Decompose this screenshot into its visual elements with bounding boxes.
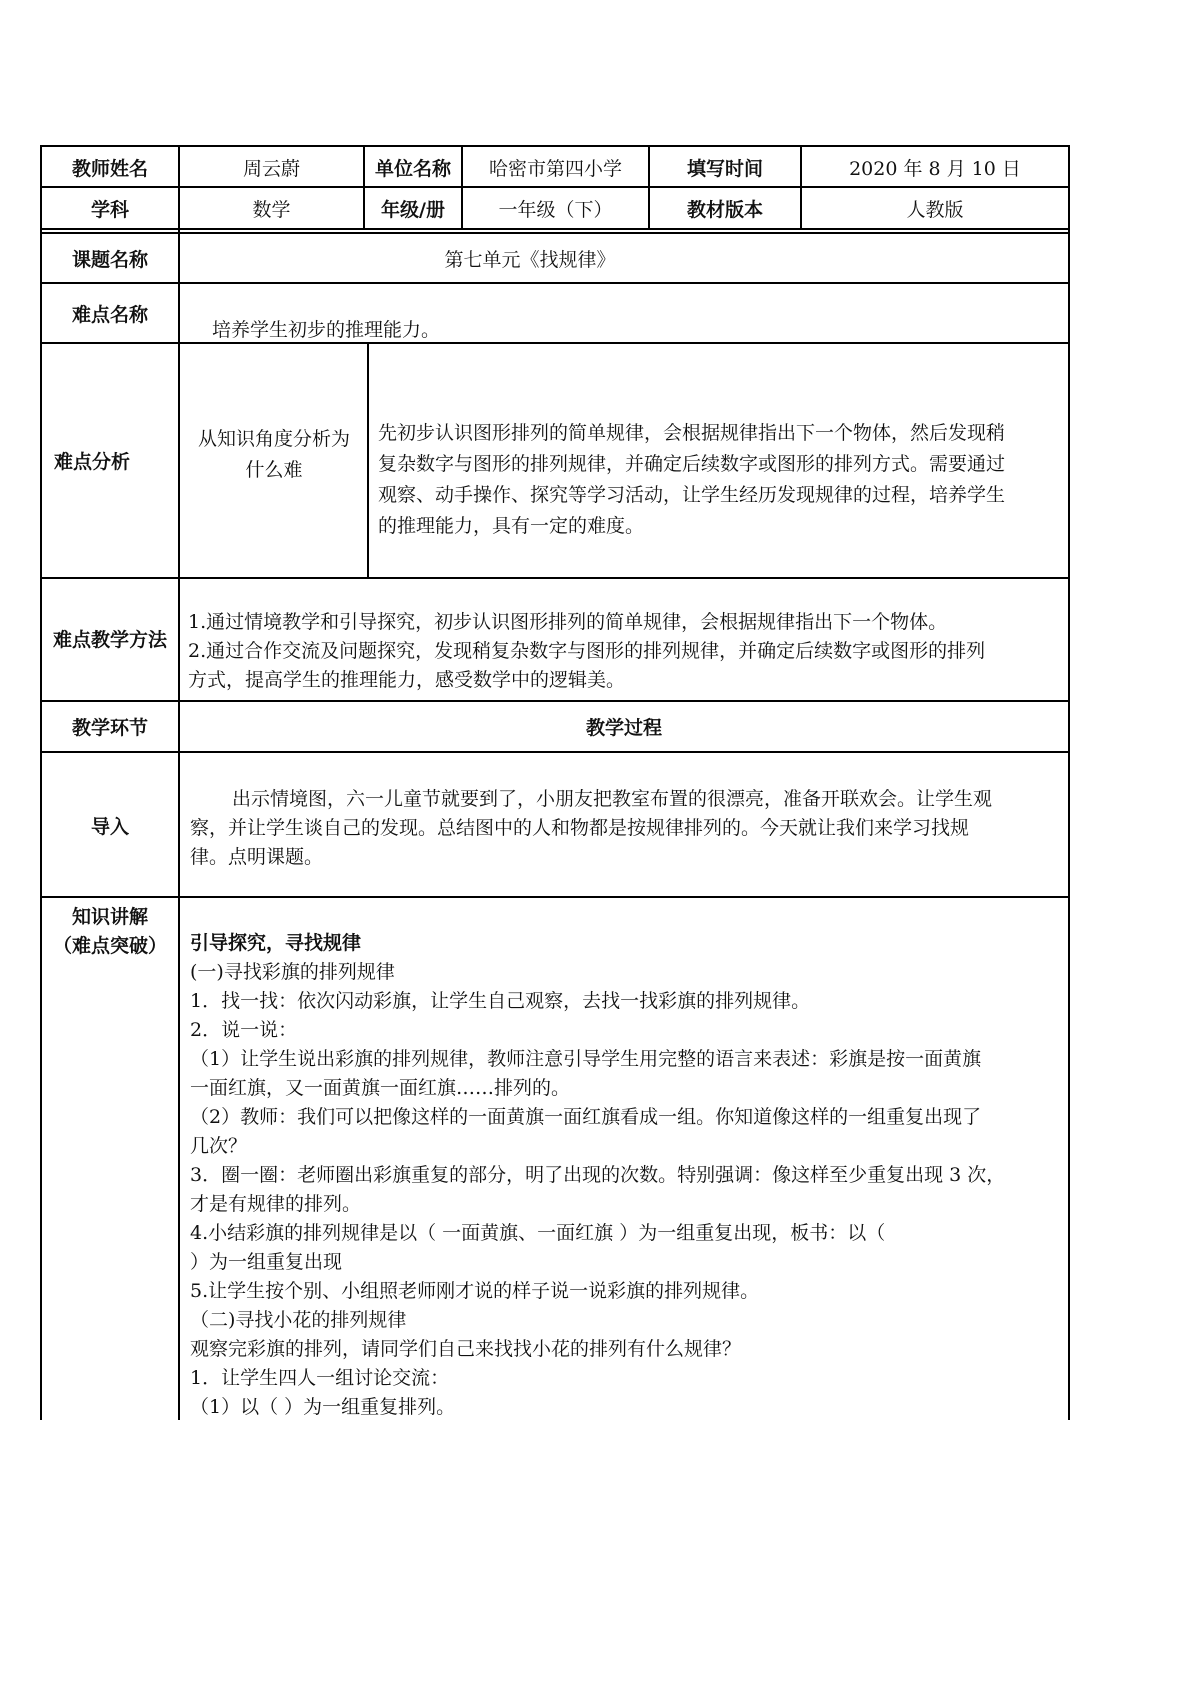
table-rule: [40, 228, 1070, 230]
table-rule: [40, 751, 1070, 753]
knowledge-line: 才是有规律的排列。: [190, 1193, 362, 1215]
edition-value: 人教版: [906, 198, 964, 221]
intro-line: 察，并让学生谈自己的发现。总结图中的人和物都是按规律排列的。今天就让我们来学习找规: [190, 817, 970, 839]
knowledge-line: 1．找一找：依次闪动彩旗，让学生自己观察，去找一找彩旗的排列规律。: [190, 990, 811, 1012]
knowledge-line: 1．让学生四人一组讨论交流：: [190, 1367, 450, 1389]
analysis-label: 难点分析: [53, 451, 130, 473]
knowledge-label: [42, 900, 178, 964]
difficulty-label: 难点名称: [71, 303, 148, 326]
analysis-line: 复杂数字与图形的排列规律，并确定后续数字或图形的排列方式。需要通过: [378, 453, 1006, 475]
edition-label: 教材版本: [686, 198, 763, 221]
grade-value: 一年级（下）: [498, 198, 613, 221]
knowledge-line: 一面红旗，又一面黄旗一面红旗……排列的。: [190, 1077, 571, 1099]
knowledge-line: 2．说一说：: [190, 1019, 298, 1041]
subject-label: 学科: [90, 198, 129, 221]
knowledge-line: 5.让学生按个别、小组照老师刚才说的样子说一说彩旗的排列规律。: [190, 1280, 760, 1302]
analysis-sub-label-line: 什么难: [245, 459, 303, 481]
knowledge-text: [190, 929, 1005, 1422]
analysis-line: 观察、动手操作、探究等学习活动，让学生经历发现规律的过程，培养学生: [378, 484, 1006, 506]
methods-label: 难点教学方法: [52, 628, 167, 651]
knowledge-line: ）为一组重复出现: [190, 1251, 343, 1273]
knowledge-line: 3．圈一圈：老师圈出彩旗重复的部分，明了出现的次数。特别强调：像这样至少重复出现 3 次，: [190, 1164, 1006, 1186]
methods-line: 2.通过合作交流及问题探究，发现稍复杂数字与图形的排列规律，并确定后续数字或图形的排列: [188, 640, 986, 662]
table-rule: [40, 896, 1070, 898]
table-col-rule: [367, 342, 369, 578]
methods-text: [188, 608, 985, 695]
unit-name-label: 单位名称: [374, 157, 451, 180]
topic-label: 课题名称: [71, 248, 148, 271]
knowledge-line: (一)寻找彩旗的排列规律: [190, 961, 395, 983]
knowledge-line: 4.小结彩旗的排列规律是以（ 一面黄旗、一面红旗 ）为一组重复出现，板书：以（: [190, 1222, 886, 1244]
unit-name-value: 哈密市第四小学: [488, 157, 622, 180]
intro-text: [190, 785, 992, 872]
teacher-name-label: 教师姓名: [71, 157, 148, 180]
table-rule: [40, 577, 1070, 579]
knowledge-line: 几次？: [190, 1135, 248, 1157]
table-border-right: [1068, 145, 1070, 1420]
topic-value: 第七单元《找规律》: [444, 248, 616, 271]
analysis-line: 先初步认识图形排列的简单规律，会根据规律指出下一个物体，然后发现稍: [378, 422, 1006, 444]
knowledge-heading: 引导探究，寻找规律: [190, 932, 362, 954]
process-title: 教学过程: [585, 717, 662, 739]
knowledge-label-line: 知识讲解: [71, 906, 148, 928]
methods-line: 1.通过情境教学和引导探究，初步认识图形排列的简单规律，会根据规律指出下一个物体。: [188, 611, 948, 633]
intro-line: 出示情境图，六一儿童节就要到了，小朋友把教室布置的很漂亮，准备开联欢会。让学生观: [232, 788, 993, 810]
fill-time-label: 填写时间: [686, 157, 763, 180]
grade-label: 年级/册: [381, 198, 445, 221]
difficulty-value: 培养学生初步的推理能力。: [212, 319, 441, 341]
analysis-sub-label-line: 从知识角度分析为: [197, 428, 350, 450]
table-col-rule: [178, 145, 180, 1420]
fill-time-value: 2020 年 8 月 10 日: [849, 157, 1021, 180]
knowledge-line: （1）以（ ）为一组重复排列。: [190, 1396, 456, 1418]
knowledge-line: （2）教师：我们可以把像这样的一面黄旗一面红旗看成一组。你知道像这样的一组重复出现了: [190, 1106, 982, 1128]
analysis-line: 的推理能力，具有一定的难度。: [378, 515, 645, 537]
table-rule: [40, 282, 1070, 284]
methods-line: 方式，提高学生的推理能力，感受数学中的逻辑美。: [188, 669, 626, 691]
analysis-text: [378, 418, 1005, 542]
knowledge-line: 观察完彩旗的排列，请同学们自己来找找小花的排列有什么规律？: [190, 1338, 742, 1360]
intro-line: 律。点明课题。: [190, 846, 324, 868]
table-rule: [40, 342, 1070, 344]
knowledge-line: （1）让学生说出彩旗的排列规律，教师注意引导学生用完整的语言来表述：彩旗是按一面黄旗: [190, 1048, 982, 1070]
table-border-left: [40, 145, 42, 1420]
teacher-name-value: 周云蔚: [242, 157, 300, 180]
intro-label: 导入: [90, 815, 129, 838]
knowledge-label-line: （难点突破）: [52, 935, 167, 957]
subject-value: 数学: [252, 198, 291, 221]
analysis-sub-label: [182, 420, 366, 490]
process-step-label: 教学环节: [71, 717, 148, 739]
knowledge-line: （二)寻找小花的排列规律: [190, 1309, 407, 1331]
